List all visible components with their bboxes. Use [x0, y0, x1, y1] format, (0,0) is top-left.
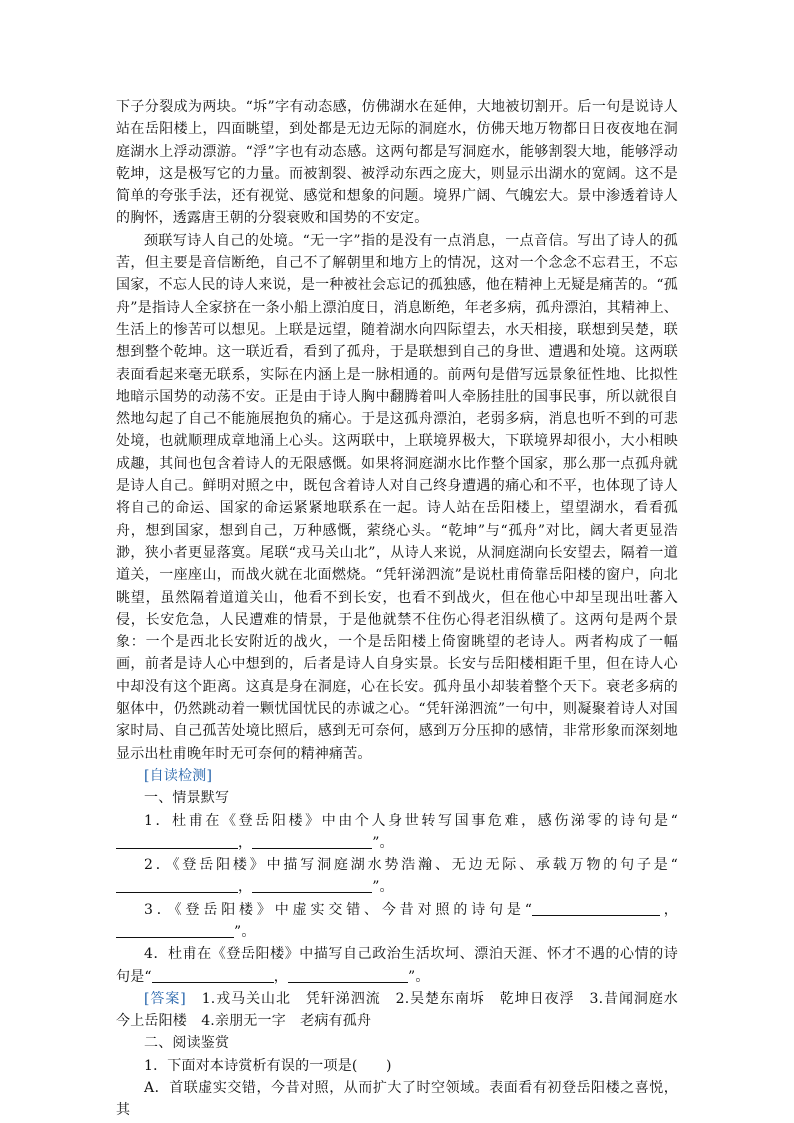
option-a: A．首联虚实交错，今昔对照，从而扩大了时空领域。表面看有初登岳阳楼之喜悦，其: [116, 1080, 678, 1119]
question-4-text: 4．杜甫在《登岳阳楼》中描写自己政治生活坎坷、漂泊天涯、怀才不遇的心情的诗句是: [116, 946, 678, 985]
question-2-text: 2．《登岳阳楼》中描写洞庭湖水势浩瀚、无边无际、承载万物的句子是: [144, 857, 671, 874]
answer-blank[interactable]: [288, 968, 408, 983]
self-check-tag: [自读检测]: [144, 767, 213, 784]
question-1-text: 1．杜甫在《登岳阳楼》中由个人身世转写国事危难，感伤涕零的诗句是: [144, 812, 671, 829]
answer-blank[interactable]: [116, 834, 238, 849]
question-4: 4．杜甫在《登岳阳楼》中描写自己政治生活坎坷、漂泊天涯、怀才不遇的心情的诗句是“ ， ”。: [116, 946, 678, 985]
analysis-paragraph-2: 颈联写诗人自己的处境。“无一字”指的是没有一点消息，一点音信。写出了诗人的孤苦，但主要是音信断绝，自己不了解朝里和地方上的情况，这对一个念念不忘君王，不忘国家，不忘人民的诗人来说，是一种被社会忘记的孤独感，他在精神上无疑是痛苦的。“孤舟”是指诗人全家挤在一条小船上漂泊度日，消息断绝，年老多病，孤舟漂泊，其精神上、生活上的惨苦可以想见。上联是远望，随着湖水向四际望去，水天相接，联想到吴楚，联想到整个乾坤。这一联近看，看到了孤舟，于是联想到自己的身世、遭遇和处境。这两联表面看起来毫无联系，实际在内涵上是一脉相通的。前两句是借写远景象征性地、比拟性地暗示国势的动荡不安。正是由于诗人胸中翻腾着叫人牵肠挂肚的国事民事，所以就很自然地勾起了自己不能施展抱负的痛心。于是这孤舟漂泊，老弱多病，消息也听不到的可悲处境，也就顺理成章地涌上心头。这两联中，上联境界极大，下联境界却很小，大小相映成趣，其间也包含着诗人的无限感慨。如果将洞庭湖水比作整个国家，那么那一点孤舟就是诗人自己。鲜明对照之中，既包含着诗人对自己终身遭遇的痛心和不平，也体现了诗人将自己的命运、国家的命运紧紧地联系在一起。诗人站在岳阳楼上，望望湖水，看看孤舟，想到国家，想到自己，万种感慨，萦绕心头。“乾坤”与“孤舟”对比，阔大者更显浩渺，狭小者更显落寞。尾联“戎马关山北”，从诗人来说，从洞庭湖向长安望去，隔着一道道关，一座座山，而战火就在北面燃烧。“凭轩涕泗流”是说杜甫倚靠岳阳楼的窗户，向北眺望，虽然隔着道道关山，他看不到长安，也看不到战火，但在他心中却呈现出吐蕃入侵，长安危急，人民遭难的情景，于是他就禁不住伤心得老泪纵横了。这两句是两个景象：一个是西北长安附近的战火，一个是岳阳楼上倚窗眺望的老诗人。两者构成了一幅画，前者是诗人心中想到的，后者是诗人自身实景。长安与岳阳楼相距千里，但在诗人心中却没有这个距离。这真是身在洞庭，心在长安。孤舟虽小却装着整个天下。衰老多病的躯体中，仍然跳动着一颗忧国忧民的赤诚之心。“凭轩涕泗流”一句中，则凝聚着诗人对国家时局、自己孤苦处境比照后，感到无可奈何，感到万分压抑的感情，非常形象而深刻地显示出杜甫晚年时无可奈何的精神痛苦。: [116, 232, 678, 762]
question-3: 3．《登岳阳楼》中虚实交错、今昔对照的诗句是“ ，”。: [116, 899, 678, 944]
section-dictation-heading: 一、情景默写: [144, 790, 230, 807]
answer-key: [116, 988, 693, 1033]
multiple-choice-question-1: 1．下面对本诗赏析有误的一项是( ): [144, 1057, 392, 1074]
answer-blank[interactable]: [152, 968, 274, 983]
question-1: 1．杜甫在《登岳阳楼》中由个人身世转写国事危难，感伤涕零的诗句是“， ”。: [116, 810, 678, 855]
question-2: 2．《登岳阳楼》中描写洞庭湖水势浩瀚、无边无际、承载万物的句子是“， ”。: [116, 854, 678, 899]
answer-blank[interactable]: [252, 878, 372, 893]
answer-blank[interactable]: [252, 834, 372, 849]
answer-text: 1.戎马关山北 凭轩涕泗流 2.吴楚东南坼 乾坤日夜浮 3.昔闻洞庭水 今上岳阳楼 4.亲朋无一字 老病有孤舟: [116, 990, 693, 1030]
section-reading-heading: 二、阅读鉴赏: [144, 1035, 230, 1052]
analysis-paragraph-1: 下子分裂成为两块。“坼”字有动态感，仿佛湖水在延伸，大地被切割开。后一句是说诗人站在岳阳楼上，四面眺望，到处都是无边无际的洞庭水，仿佛天地万物都日日夜夜地在洞庭湖水上浮动漂游。“浮”字也有动态感。这两句都是写洞庭水，能够割裂大地，能够浮动乾坤，这是极写它的力量。而被割裂、被浮动东西之庞大，则显示出湖水的宽阔。这不是简单的夸张手法，还有视觉、感觉和想象的问题。境界广阔、气魄宏大。景中渗透着诗人的胸怀，透露唐王朝的分裂衰败和国势的不安定。: [116, 99, 678, 227]
self-check-heading: [116, 765, 678, 787]
answer-blank[interactable]: [116, 878, 238, 893]
document-page: [116, 96, 693, 1122]
answer-tag: [答案]: [144, 990, 186, 1007]
question-3-text: 3．《登岳阳楼》中虚实交错、今昔对照的诗句是: [144, 901, 525, 918]
answer-blank[interactable]: [532, 901, 660, 916]
answer-blank[interactable]: [116, 923, 234, 938]
